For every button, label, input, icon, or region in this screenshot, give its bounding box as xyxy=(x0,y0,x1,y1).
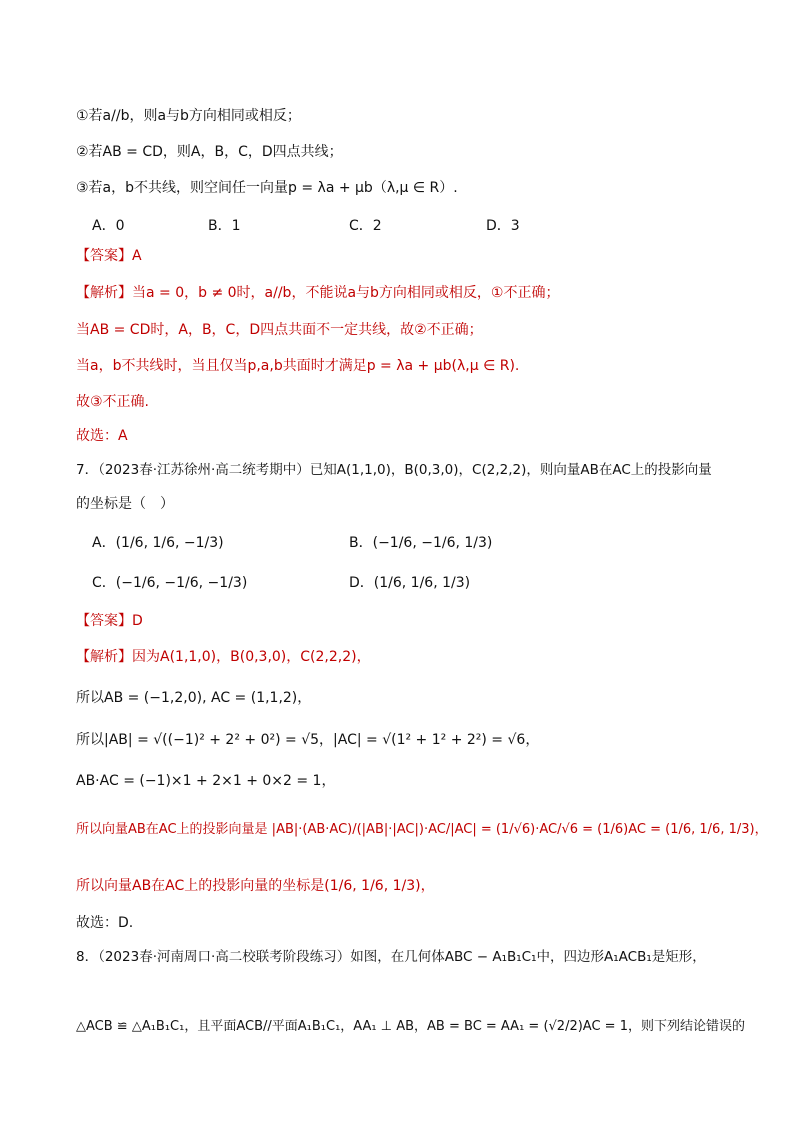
q7-option-b: B．(−1/6, −1/6, 1/3) xyxy=(349,535,493,551)
q7-analysis-5: 所以向量AB在AC上的投影向量是 |AB|·(AB·AC)/(|AB|·|AC|)·AC/|AC| = (1/√6)·AC/√6 = (1/6)AC = (1/6, 1/6, 1/3)， xyxy=(76,822,768,837)
q7-analysis-7: 故选：D. xyxy=(76,915,134,931)
q7-stem-line-2: 的坐标是（ ） xyxy=(76,496,174,512)
q6-analysis-2: 当AB = CD时，A，B，C，D四点共面不一定共线，故②不正确； xyxy=(76,322,483,338)
q6-option-b: B．1 xyxy=(208,218,241,234)
q8-stem-line-1: 8．（2023春·河南周口·高二校联考阶段练习）如图，在几何体ABC − A₁B₁C₁中，四边形A₁ACB₁是矩形， xyxy=(76,949,706,965)
q8-stem-line-2: △ACB ≌ △A₁B₁C₁，且平面ACB//平面A₁B₁C₁，AA₁ ⊥ AB，AB = BC = AA₁ = (√2/2)AC = 1，则下列结论错误的 xyxy=(76,1019,745,1034)
q6-option-d: D．3 xyxy=(486,218,520,234)
q6-statement-1: ①若a//b，则a与b方向相同或相反； xyxy=(76,108,301,124)
q6-statement-3: ③若a，b不共线，则空间任一向量p = λa + μb（λ,μ ∈ R）. xyxy=(76,180,458,196)
q7-analysis-1: 【解析】因为A(1,1,0)，B(0,3,0)，C(2,2,2)， xyxy=(76,649,371,665)
q7-analysis-4: AB·AC = (−1)×1 + 2×1 + 0×2 = 1， xyxy=(76,773,336,789)
q7-answer: 【答案】D xyxy=(76,613,143,629)
q6-analysis-5: 故选：A xyxy=(76,428,128,444)
q6-analysis-3: 当a，b不共线时，当且仅当p,a,b共面时才满足p = λa + μb(λ,μ ∈ R). xyxy=(76,358,520,374)
q7-stem-line-1: 7．（2023春·江苏徐州·高二统考期中）已知A(1,1,0)，B(0,3,0)，C(2,2,2)，则向量AB在AC上的投影向量 xyxy=(76,462,712,478)
q6-analysis-4: 故③不正确. xyxy=(76,394,150,410)
q6-statement-2: ②若AB = CD，则A，B，C，D四点共线； xyxy=(76,144,343,160)
q6-option-a: A．0 xyxy=(92,218,125,234)
q6-option-c: C．2 xyxy=(349,218,382,234)
q6-analysis-1: 【解析】当a = 0，b ≠ 0时，a//b，不能说a与b方向相同或相反，①不正确； xyxy=(76,285,560,301)
q7-option-c: C．(−1/6, −1/6, −1/3) xyxy=(92,575,248,591)
q6-answer: 【答案】A xyxy=(76,248,142,264)
q7-option-a: A．(1/6, 1/6, −1/3) xyxy=(92,535,224,551)
q7-option-d: D．(1/6, 1/6, 1/3) xyxy=(349,575,471,591)
q7-analysis-3: 所以|AB| = √((−1)² + 2² + 0²) = √5，|AC| = √(1² + 1² + 2²) = √6， xyxy=(76,732,540,748)
q7-analysis-2: 所以AB = (−1,2,0), AC = (1,1,2)， xyxy=(76,690,312,706)
q7-analysis-6: 所以向量AB在AC上的投影向量的坐标是(1/6, 1/6, 1/3)， xyxy=(76,878,435,894)
